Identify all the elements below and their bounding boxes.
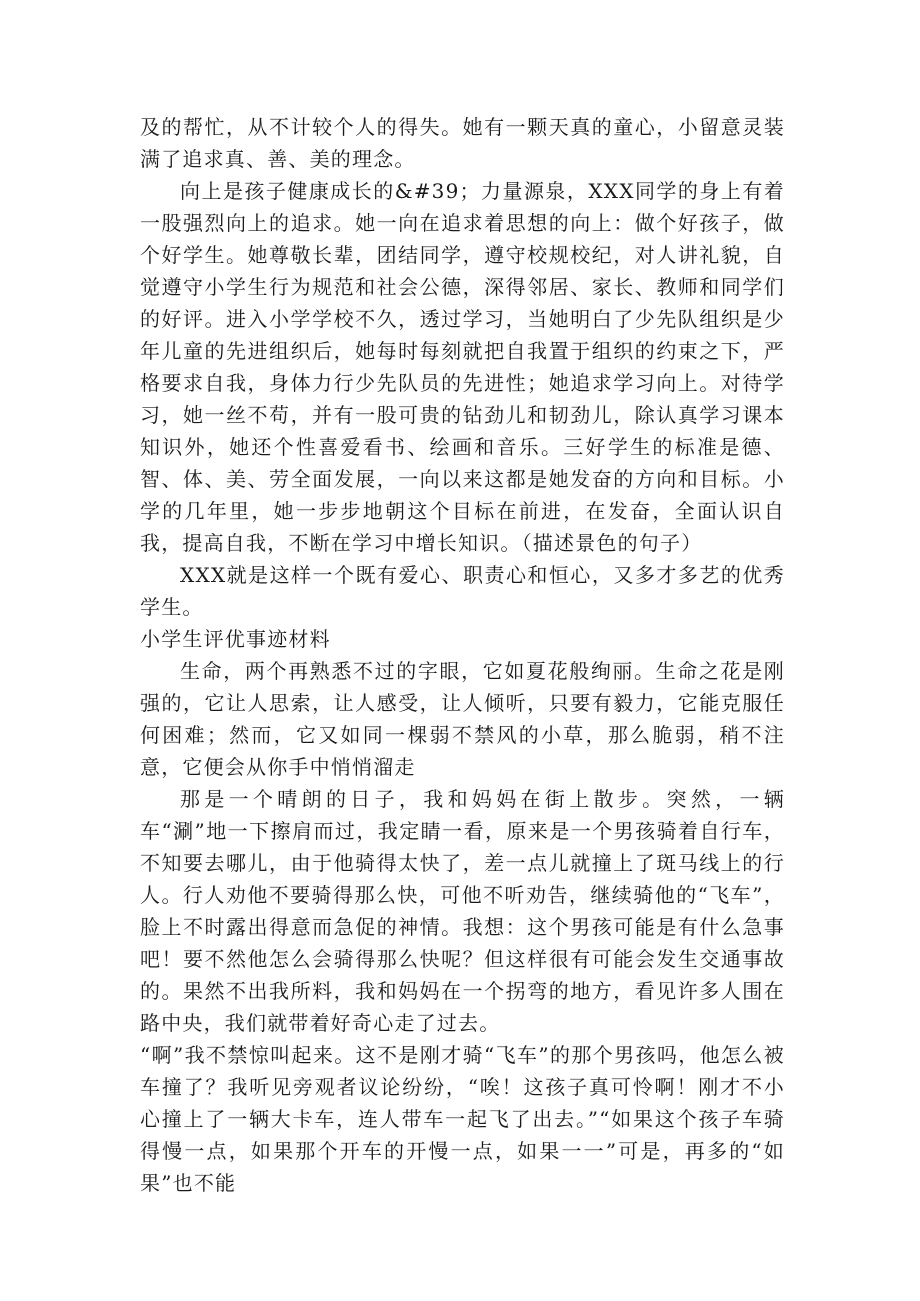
paragraph-continuation: 及的帮忙，从不计较个人的得失。她有一颗天真的童心，小留意灵装满了追求真、善、美的理念。 (140, 115, 785, 171)
document-body (140, 111, 785, 1199)
section-heading: 小学生评优事迹材料 (140, 627, 331, 651)
paragraph-life: 生命，两个再熟悉不过的字眼，它如夏花般绚丽。生命之花是刚强的，它让人思索，让人感受，让人倾听，只要有毅力，它能克服任何困难；然而，它又如同一棵弱不禁风的小草，那么脆弱，稍不注意，它便会从你手中悄悄溜走 (140, 659, 785, 779)
paragraph-accident: “啊”我不禁惊叫起来。这不是刚才骑“飞车”的那个男孩吗，他怎么被车撞了？我听见旁观者议论纷纷，“唉！这孩子真可怜啊！刚才不小心撞上了一辆大卡车，连人带车一起飞了出去。”“如果这个孩子车骑得慢一点，如果那个开车的开慢一点，如果一一”可是，再多的“如果”也不能 (140, 1043, 785, 1195)
paragraph-upward: 向上是孩子健康成长的&#39；力量源泉，XXX同学的身上有着一股强烈向上的追求。她一向在追求着思想的向上：做个好孩子，做个好学生。她尊敬长辈，团结同学，遵守校规校纪，对人讲礼貌，自觉遵守小学生行为规范和社会公德，深得邻居、家长、教师和同学们的好评。进入小学学校不久，透过学习，当她明白了少先队组织是少年儿童的先进组织后，她每时每刻就把自我置于组织的约束之下，严格要求自我，身体力行少先队员的先进性；她追求学习向上。对待学习，她一丝不苟，并有一股可贵的钻劲儿和韧劲儿，除认真学习课本知识外，她还个性喜爱看书、绘画和音乐。三好学生的标准是德、智、体、美、劳全面发展，一向以来这都是她发奋的方向和目标。小学的几年里，她一步步地朝这个目标在前进，在发奋，全面认识自我，提高自我，不断在学习中增长知识。（描述景色的句子） (140, 179, 785, 555)
paragraph-story: 那是一个晴朗的日子，我和妈妈在街上散步。突然，一辆车“涮”地一下擦肩而过，我定睛一看，原来是一个男孩骑着自行车，不知要去哪儿，由于他骑得太快了，差一点儿就撞上了斑马线上的行人。行人劝他不要骑得那么快，可他不听劝告，继续骑他的“飞车”，脸上不时露出得意而急促的神情。我想：这个男孩可能是有什么急事吧！要不然他怎么会骑得那么快呢？但这样很有可能会发生交通事故的。果然不出我所料，我和妈妈在一个拐弯的地方，看见许多人围在路中央，我们就带着好奇心走了过去。 (140, 787, 785, 1035)
paragraph-summary: XXX就是这样一个既有爱心、职责心和恒心，又多才多艺的优秀学生。 (140, 563, 785, 619)
